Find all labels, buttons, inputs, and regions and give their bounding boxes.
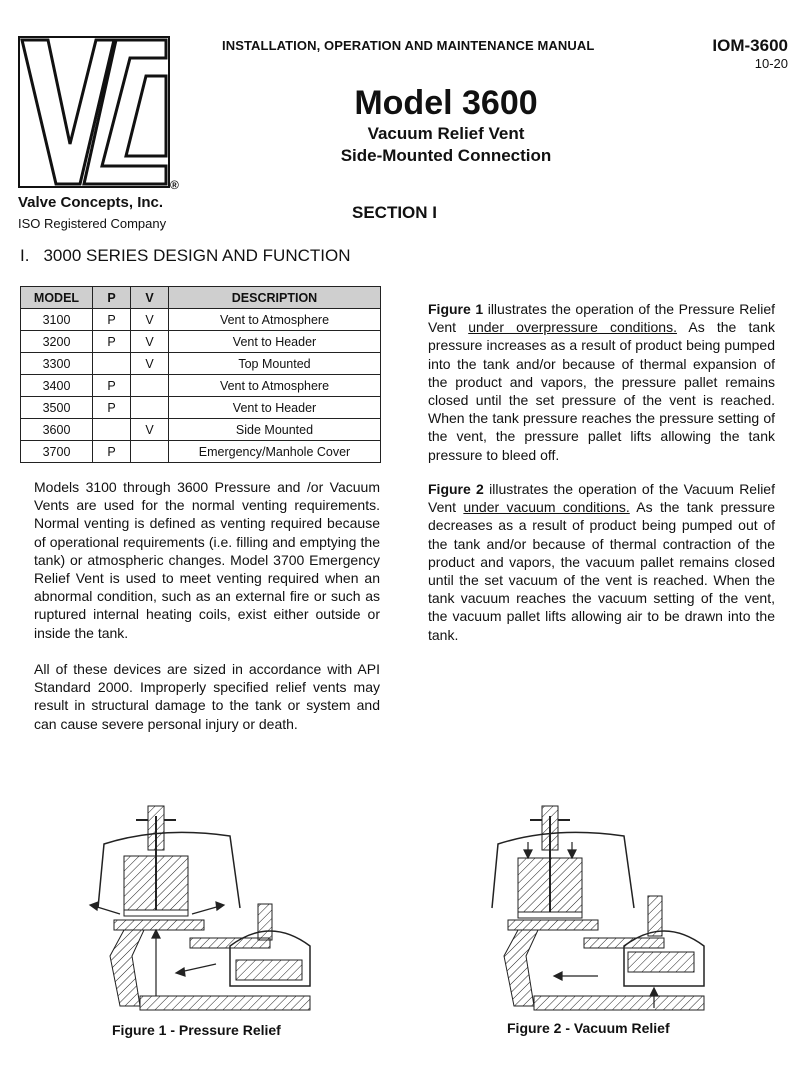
paragraph-api: All of these devices are sized in accordance with API Standard 2000. Improperly specified relief vents may result in structural damage to the tank or system and can cause severe personal injury or death. xyxy=(34,661,380,732)
figure-ref: Figure 1 xyxy=(428,301,484,317)
table-cell xyxy=(131,441,169,463)
table-cell: 3600 xyxy=(21,419,93,441)
heading-text: 3000 SERIES DESIGN AND FUNCTION xyxy=(43,246,351,265)
table-header: V xyxy=(131,287,169,309)
table-cell: Top Mounted xyxy=(169,353,381,375)
subtitle-2: Side-Mounted Connection xyxy=(340,146,552,165)
figure-2-caption: Figure 2 - Vacuum Relief xyxy=(507,1020,670,1036)
table-row xyxy=(21,309,381,331)
subtitle-1: Vacuum Relief Vent xyxy=(367,124,525,143)
registered-mark: ® xyxy=(170,178,179,192)
paragraph-figure-2 xyxy=(428,480,775,644)
page-title: Model 3600 xyxy=(354,84,538,122)
table-cell: 3700 xyxy=(21,441,93,463)
table-cell xyxy=(131,375,169,397)
heading-number: I. xyxy=(20,246,30,265)
table-cell: V xyxy=(131,419,169,441)
section-heading xyxy=(20,246,350,266)
table-cell: P xyxy=(93,441,131,463)
table-cell: Vent to Atmosphere xyxy=(169,309,381,331)
paragraph-text: illustrates the operation of the Vacuum Relief Vent xyxy=(428,481,775,516)
table-header-row xyxy=(21,287,381,309)
table-row xyxy=(21,375,381,397)
table-header: P xyxy=(93,287,131,309)
table-cell: Side Mounted xyxy=(169,419,381,441)
table-cell: V xyxy=(131,309,169,331)
paragraph-models: Models 3100 through 3600 Pressure and /or Vacuum Vents are used for the normal venting requirements. Normal venting is defined as venting required because of operational requirements (i.e. filling and emptying the tank) or atmospheric changes. Model 3700 Emergency Relief Vent is used to meet venting required when an abnormal condition, such as an external fire or such as ruptured internal heating coils, exist either outside or inside the tank. xyxy=(34,479,380,641)
section-title: SECTION I xyxy=(352,203,438,222)
table-row xyxy=(21,397,381,419)
table-cell: Vent to Atmosphere xyxy=(169,375,381,397)
table-row xyxy=(21,331,381,353)
figure-ref: Figure 2 xyxy=(428,481,484,497)
table-cell: 3500 xyxy=(21,397,93,419)
figure-1-caption: Figure 1 - Pressure Relief xyxy=(112,1022,281,1038)
table-cell: 3100 xyxy=(21,309,93,331)
figure-2-vacuum-relief-diagram xyxy=(478,796,728,1018)
doc-date: 10-20 xyxy=(754,56,788,71)
table-cell: Vent to Header xyxy=(169,397,381,419)
table-row xyxy=(21,419,381,441)
table-cell xyxy=(93,419,131,441)
table-row xyxy=(21,353,381,375)
paragraph-text: illustrates the operation of the Pressure Relief Vent xyxy=(428,301,775,336)
table-cell: V xyxy=(131,353,169,375)
table-cell: 3300 xyxy=(21,353,93,375)
table-cell xyxy=(93,353,131,375)
table-cell: Vent to Header xyxy=(169,331,381,353)
paragraph-figure-1 xyxy=(428,300,775,464)
underlined-text: under overpressure conditions. xyxy=(468,319,677,336)
table-cell: P xyxy=(93,397,131,419)
paragraph-text: As the tank pressure decreases as a result of product being pumped out of the tank and/or because of thermal contraction of the product and vapors, the vacuum pallet remains closed until the set vacuum of the vent is reached. When the tank vacuum reaches the vacuum setting of the vent, the vacuum pallet lifts allowing air to be drawn into the tank. xyxy=(428,499,775,643)
doc-number: IOM-3600 xyxy=(712,36,788,55)
company-name: Valve Concepts, Inc. xyxy=(18,194,164,211)
table-cell: V xyxy=(131,331,169,353)
table-cell: P xyxy=(93,375,131,397)
underlined-text: under vacuum conditions. xyxy=(463,499,630,516)
table-cell xyxy=(131,397,169,419)
table-row xyxy=(21,441,381,463)
table-cell: 3200 xyxy=(21,331,93,353)
table-header: MODEL xyxy=(21,287,93,309)
manual-title: INSTALLATION, OPERATION AND MAINTENANCE MANUAL xyxy=(222,38,595,53)
paragraph-text: As the tank pressure increases as a result of product being pumped into the tank and/or because of thermal expansion of the product and vapors, the pressure pallet remains closed until the set pressure of the vent is reached. When the tank pressure reaches the pressure setting of the vent, the pressure pallet lifts allowing the tank pressure to bleed off. xyxy=(428,319,775,463)
table-cell: Emergency/Manhole Cover xyxy=(169,441,381,463)
figure-1-pressure-relief-diagram xyxy=(80,796,340,1018)
table-cell: 3400 xyxy=(21,375,93,397)
table-cell: P xyxy=(93,331,131,353)
table-header: DESCRIPTION xyxy=(169,287,381,309)
table-cell: P xyxy=(93,309,131,331)
company-tagline: ISO Registered Company xyxy=(18,216,167,231)
model-table xyxy=(20,286,381,463)
